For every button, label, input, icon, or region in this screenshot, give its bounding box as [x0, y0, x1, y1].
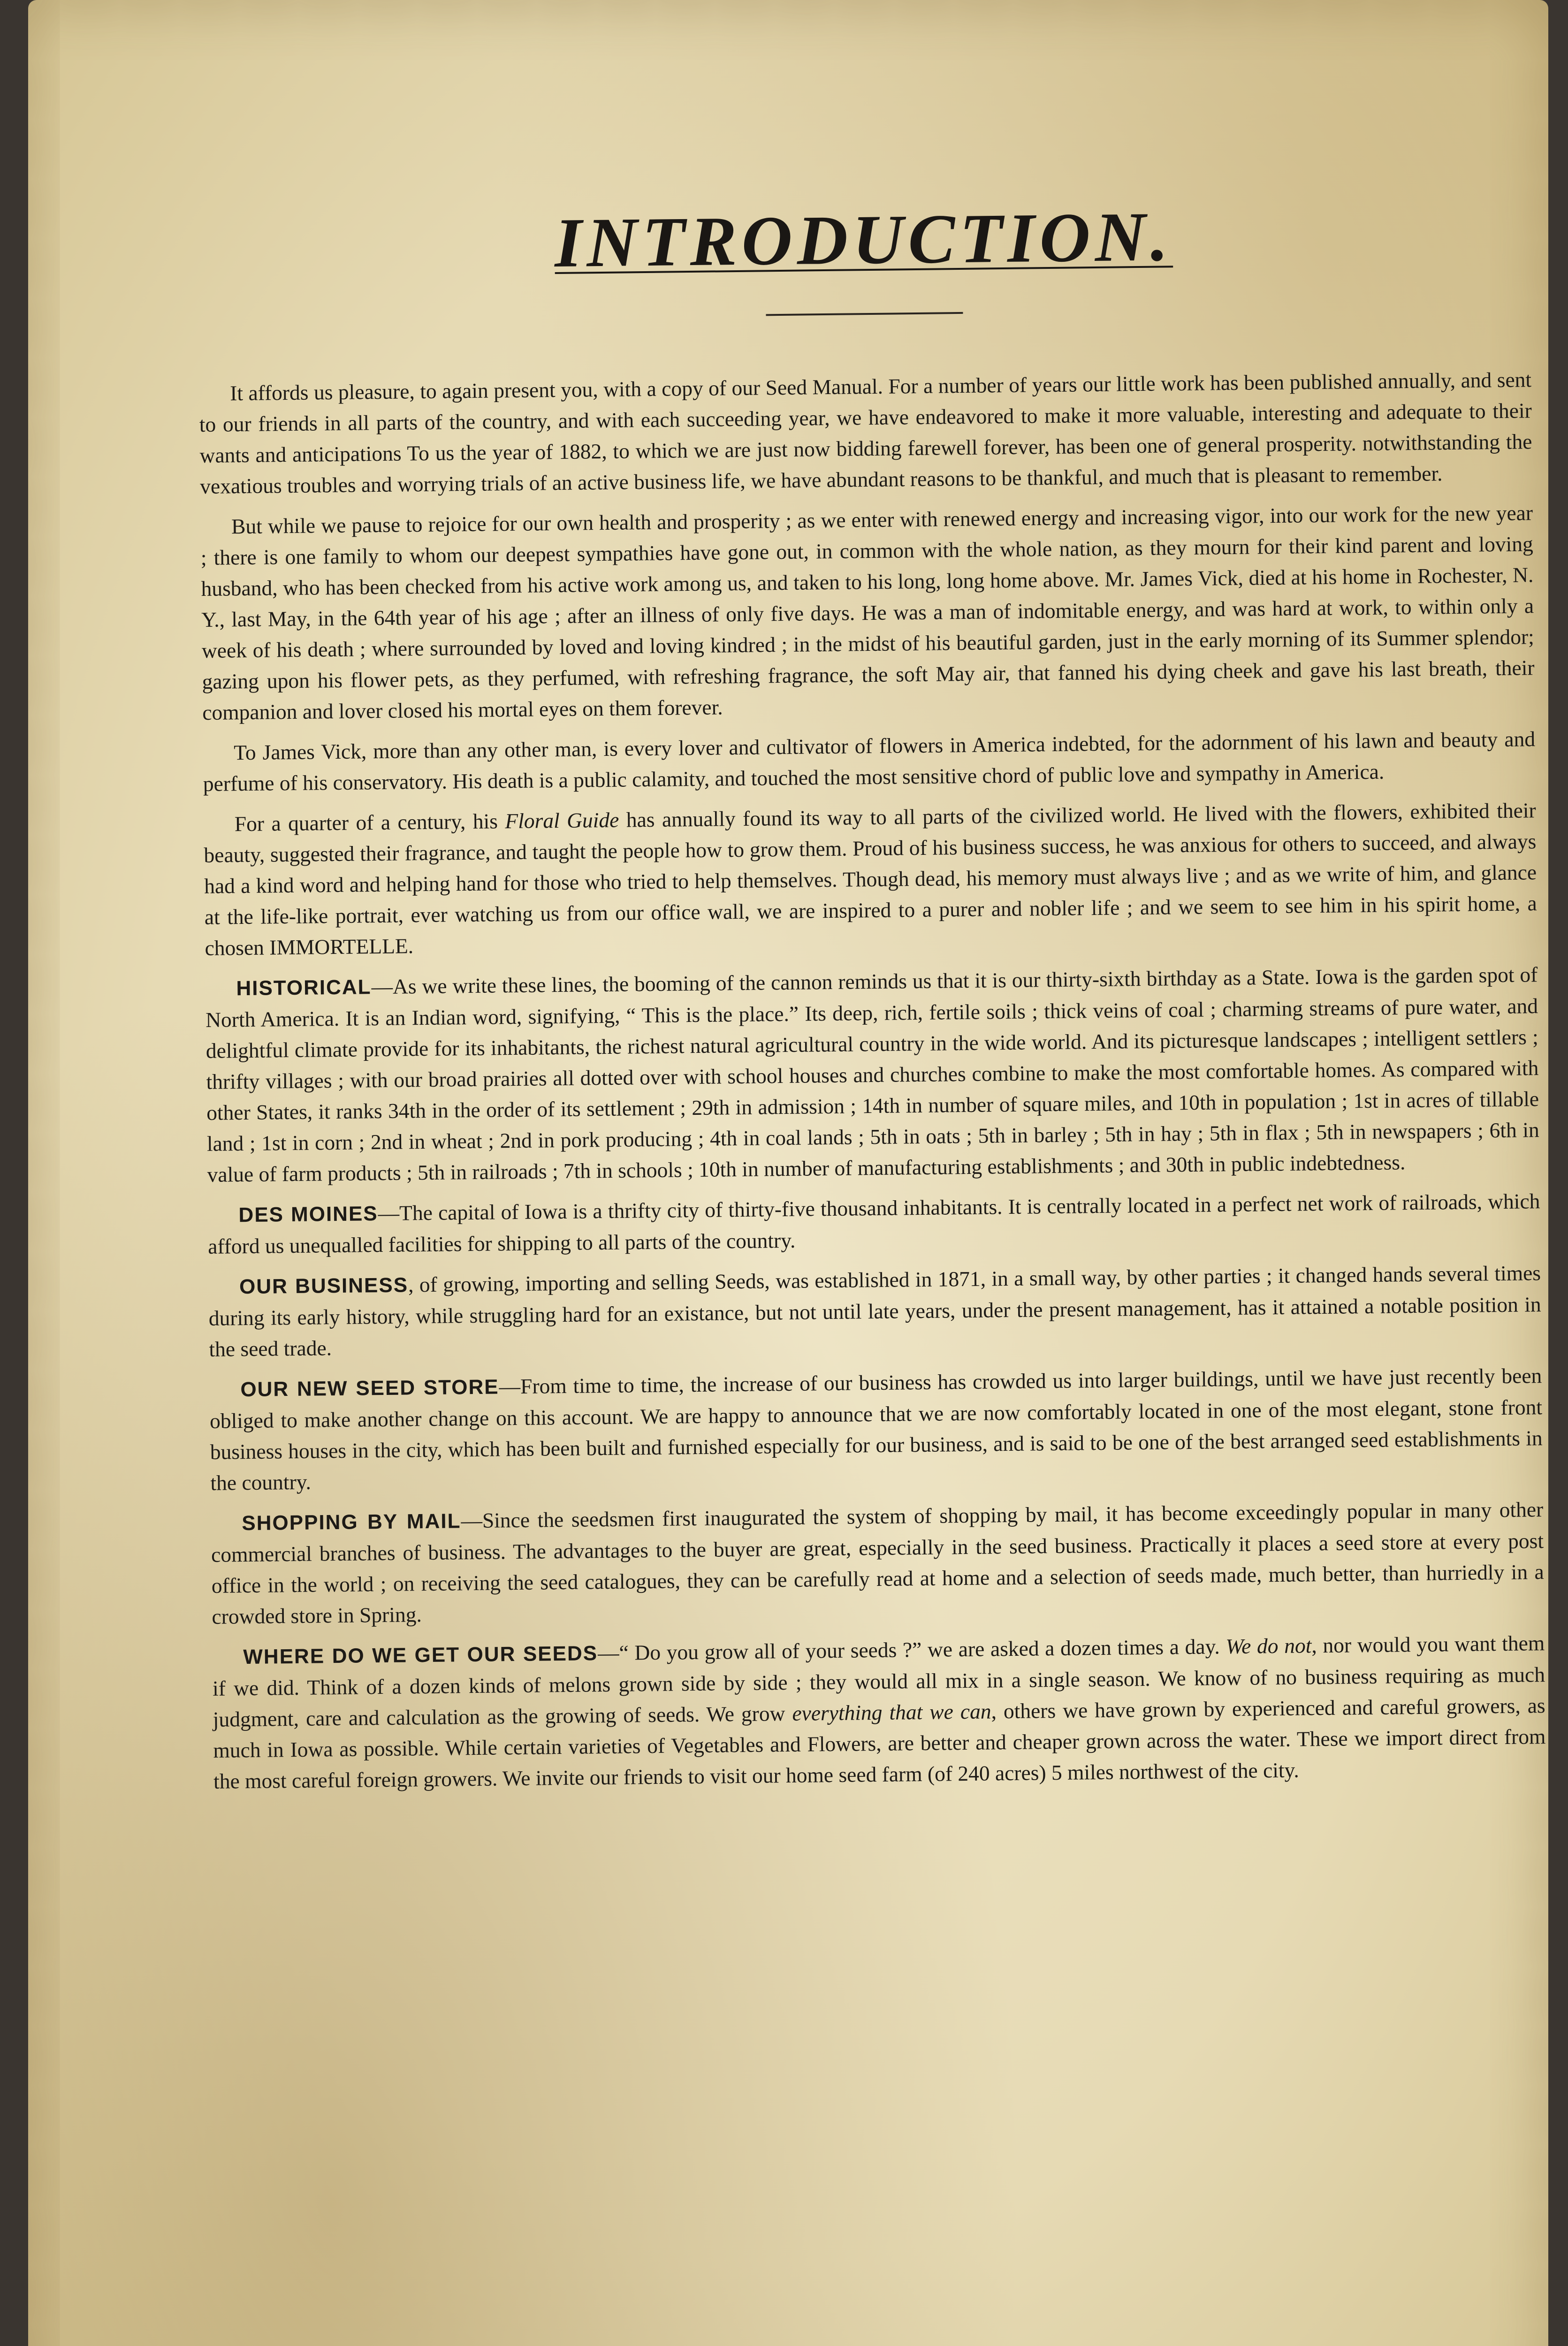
emphasis-everything-we-can: everything that we can — [792, 1699, 991, 1725]
paragraph-text: But while we pause to rejoice for our own health and prosperity ; as we enter with renewed energy and increasing vigor, into our work for the new year ; there is one family to whom our deepest sympathies have gone out, in common with the whole nation, as they mourn for their kind parent and loving husband, who has been checked from his active work among us, and taken to his long, long home above. Mr. James Vick, died at his home in Rochester, N. Y., last May, in the 64th year of his age ; after an illness of only five days. He was a man of indomitable energy, and was hard at work, to within only a week of his death ; where surrounded by loved and loving kindred ; in the midst of his beautiful garden, just in the early morning of its Summer splendor; gazing upon his flower pets, as they perfumed, with refreshing fragrance, the soft May air, that fanned his dying cheek and gave his last breath, their companion and lover closed his mortal eyes on them forever. — [200, 501, 1535, 724]
floral-guide-title: Floral Guide — [505, 807, 619, 833]
section-heading-historical: HISTORICAL — [236, 975, 372, 1000]
paragraph-historical — [205, 959, 1540, 1190]
paragraph-where-seeds — [212, 1628, 1546, 1797]
paragraph-james-vick-tribute — [203, 724, 1536, 800]
section-heading-new-seed-store: OUR NEW SEED STORE — [240, 1375, 499, 1402]
paragraph-intro — [199, 364, 1533, 502]
section-heading-our-business: OUR BUSINESS — [239, 1273, 409, 1299]
paragraph-text: , of growing, importing and selling Seeds, was established in 1871, in a small way, by other parties ; it changed hands several times during its early history, while struggling hard for an existance, but not until late years, under the present management, has it attained a notable position in the seed trade. — [208, 1261, 1541, 1361]
title-divider — [766, 312, 963, 316]
page-content — [197, 192, 1546, 1806]
paragraph-shopping-by-mail — [211, 1494, 1545, 1632]
paragraph-our-business — [208, 1257, 1542, 1365]
paragraph-text: —From time to time, the increase of our business has crowded us into larger buildings, until we have just recently been obliged to make another change on this account. We are happy to announce that we are now comfortably located in one of the most elegant, stone front business houses in the city, which has been built and furnished especially for our business, and is said to be one of the best arranged seed establishments in the country. — [209, 1363, 1543, 1495]
paragraph-text: —As we write these lines, the booming of the cannon reminds us that it is our thirty-sixth birthday as a State. Iowa is the garden spot of North America. It is an Indian word, signifying, “ This is the place.” Its deep, rich, fertile soils ; thick veins of coal ; charming streams of pure water, and delightful climate provide for its inhabitants, the richest natural agricultural country in the wide world. And its picturesque landscapes ; intelligent settlers ; thrifty villages ; with our broad prairies all dotted over with school houses and churches combine to make the most comfortable homes. As compared with other States, it ranks 34th in the order of its settlement ; 29th in admission ; 14th in number of square miles, and 10th in population ; 1st in acres of tillable land ; 1st in corn ; 2nd in wheat ; 2nd in pork producing ; 4th in coal lands ; 5th in oats ; 5th in barley ; 5th in hay ; 5th in flax ; 5th in newspapers ; 6th in value of farm products ; 5th in railroads ; 7th in schools ; 10th in number of manufacturing establishments ; and 30th in public indebtedness. — [205, 962, 1540, 1187]
section-heading-shopping-by-mail: SHOPPING BY MAIL — [242, 1509, 461, 1535]
paragraph-text: , others we have grown by experienced and careful growers, as much in Iowa as possible. While certain varieties of Vegetables and Flowers, are better and cheaper grown across the water. These we import direct from the most careful foreign growers. We invite our friends to visit our home seed farm (of 240 acres) 5 miles northwest of the city. — [213, 1693, 1546, 1793]
paragraph-james-vick-death — [200, 497, 1535, 728]
paper-page — [28, 0, 1548, 2346]
section-heading-where-seeds: WHERE DO WE GET OUR SEEDS — [243, 1642, 598, 1669]
emphasis-we-do-not: We do not — [1225, 1633, 1312, 1659]
paragraph-text: has annually found its way to all parts of the civilized world. He lived with the flowers, exhibited their beauty, suggested their fragrance, and taught the people how to grow them. Proud of his business success, he was anxious for others to succeed, and always had a kind word and helping hand for those who tried to help themselves. Though dead, his memory must always live ; and as we write of him, and glance at the life-like portrait, ever watching us from our office wall, we are inspired to a purer and nobler life ; and we seem to see him in his spirit home, a chosen IMMORTELLE. — [204, 798, 1537, 960]
paragraph-new-seed-store — [209, 1360, 1543, 1499]
paragraph-text: It affords us pleasure, to again present you, with a copy of our Seed Manual. For a number of years our little work has been published annually, and sent to our friends in all parts of the country, and with each succeeding year, we have endeavored to make it more valuable, interesting and adequate to their wants and anticipations To us the year of 1882, to which we are just now bidding farewell forever, has been one of general prosperity. notwithstanding the vexatious troubles and worrying trials of an active business life, we have abundant reasons to be thankful, and much that is pleasant to remember. — [199, 367, 1532, 498]
paragraph-floral-guide — [203, 795, 1537, 964]
paragraph-text: —“ Do you grow all of your seeds ?” we are asked a dozen times a day. — [597, 1634, 1226, 1665]
paragraph-text: —Since the seedsmen first inaugurated the system of shopping by mail, it has become exceedingly popular in many other commercial branches of business. The advantages to the buyer are great, especially in the seed business. Practically it places a seed store at every post office in the world ; on receiving the seed catalogues, they can be carefully read at home and a selection of seeds made, much better, than hurriedly in a crowded store in Spring. — [211, 1497, 1544, 1629]
paragraph-des-moines — [207, 1186, 1540, 1262]
paragraph-text: —The capital of Iowa is a thrifty city of thirty-five thousand inhabitants. It is centrally located in a perfect net work of railroads, which afford us unequalled facilities for shipping to all parts of the country. — [207, 1189, 1540, 1258]
paragraph-text: To James Vick, more than any other man, is every lover and cultivator of flowers in America indebted, for the adornment of his lawn and beauty and perfume of his conservatory. His death is a public calamity, and touched the most sensitive chord of public love and sympathy in America. — [203, 727, 1536, 796]
page-title: INTRODUCTION. — [554, 198, 1173, 282]
paragraph-text: , nor would you want them if we did. Think of a dozen kinds of melons grown side by side ; they would all mix in a single season. We know of no business requiring as much judgment, care and calculation as the growing of seeds. We grow — [212, 1631, 1545, 1731]
paragraph-text: For a quarter of a century, his — [234, 809, 505, 836]
section-heading-des-moines: DES MOINES — [238, 1202, 378, 1227]
